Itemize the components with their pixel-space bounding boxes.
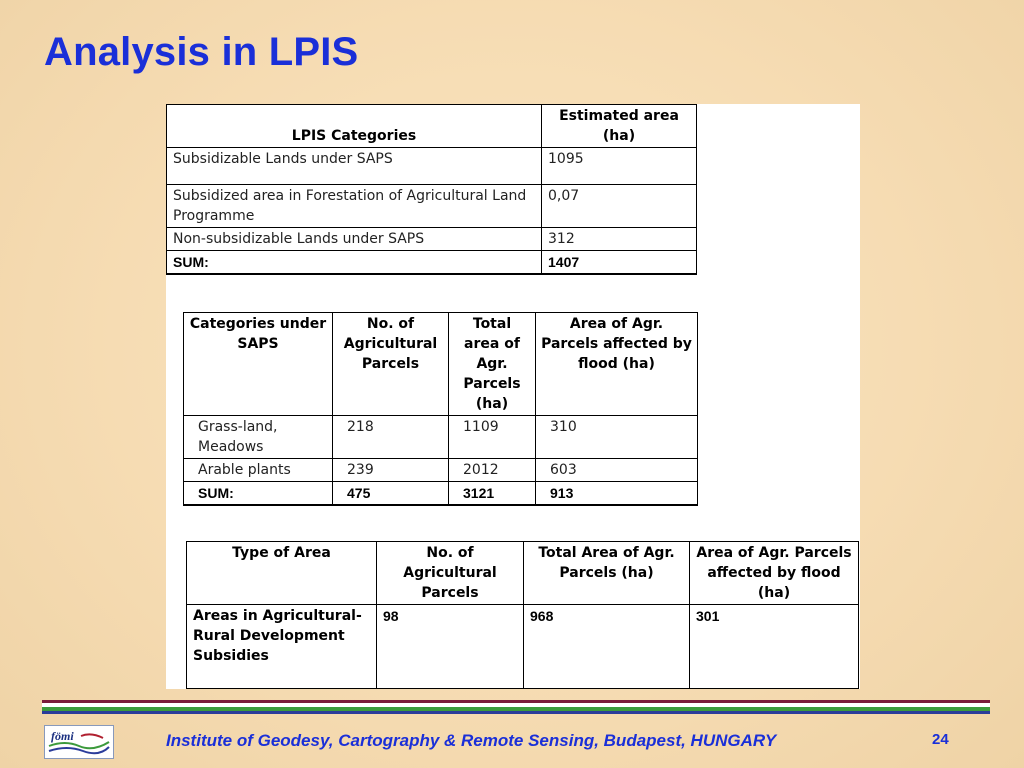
table-row xyxy=(167,228,697,251)
table-header-row xyxy=(187,542,859,605)
sum-label: SUM: xyxy=(167,251,542,275)
header-type-of-area: Type of Area xyxy=(187,542,377,605)
lpis-categories-table xyxy=(166,104,697,275)
row-value: 312 xyxy=(542,228,697,251)
saps-categories-table xyxy=(183,312,698,506)
header-area-affected: Area of Agr. Parcels affected by flood (ha) xyxy=(536,313,698,416)
header-total-area: Total area of Agr. Parcels (ha) xyxy=(449,313,536,416)
row-type: Areas in Agricultural-Rural Development Subsidies xyxy=(187,605,377,689)
row-value: 1095 xyxy=(542,148,697,185)
institute-name: Institute of Geodesy, Cartography & Remote Sensing, Budapest, HUNGARY xyxy=(166,731,777,750)
row-category: Non-subsidizable Lands under SAPS xyxy=(167,228,542,251)
slide-title: Analysis in LPIS xyxy=(44,30,359,74)
header-total-area: Total Area of Agr. Parcels (ha) xyxy=(524,542,690,605)
row-category: Arable plants xyxy=(184,459,333,482)
row-total-area: 2012 xyxy=(449,459,536,482)
table-row xyxy=(184,459,698,482)
row-total-area: 968 xyxy=(524,605,690,689)
row-value: 0,07 xyxy=(542,185,697,228)
sum-value: 1407 xyxy=(542,251,697,275)
header-area-affected: Area of Agr. Parcels affected by flood (ha) xyxy=(690,542,859,605)
type-of-area-table xyxy=(186,541,859,689)
header-no-of-parcels: No. of Agricultural Parcels xyxy=(377,542,524,605)
row-parcels: 239 xyxy=(333,459,449,482)
table-header-row xyxy=(184,313,698,416)
row-parcels: 98 xyxy=(377,605,524,689)
row-total-area: 1109 xyxy=(449,416,536,459)
table-row xyxy=(184,416,698,459)
header-categories-under-saps: Categories under SAPS xyxy=(184,313,333,416)
header-no-of-parcels: No. of Agricultural Parcels xyxy=(333,313,449,416)
sum-affected-area: 913 xyxy=(536,482,698,506)
header-lpis-categories: LPIS Categories xyxy=(167,105,542,148)
row-parcels: 218 xyxy=(333,416,449,459)
row-affected-area: 603 xyxy=(536,459,698,482)
tables-panel xyxy=(166,104,860,689)
row-affected-area: 301 xyxy=(690,605,859,689)
table-row xyxy=(167,185,697,228)
sum-label: SUM: xyxy=(184,482,333,506)
footer-stripe xyxy=(42,700,990,716)
table-header-row xyxy=(167,105,697,148)
row-category: Grass-land, Meadows xyxy=(184,416,333,459)
page-number: 24 xyxy=(932,731,949,748)
sum-parcels: 475 xyxy=(333,482,449,506)
row-affected-area: 310 xyxy=(536,416,698,459)
row-category: Subsidized area in Forestation of Agricultural Land Programme xyxy=(167,185,542,228)
sum-row xyxy=(184,482,698,506)
sum-total-area: 3121 xyxy=(449,482,536,506)
header-estimated-area: Estimated area (ha) xyxy=(542,105,697,148)
sum-row xyxy=(167,251,697,275)
table-row xyxy=(167,148,697,185)
table-row xyxy=(187,605,859,689)
row-category: Subsidizable Lands under SAPS xyxy=(167,148,542,185)
svg-text:fömi: fömi xyxy=(51,729,74,743)
fomi-logo xyxy=(44,725,114,759)
